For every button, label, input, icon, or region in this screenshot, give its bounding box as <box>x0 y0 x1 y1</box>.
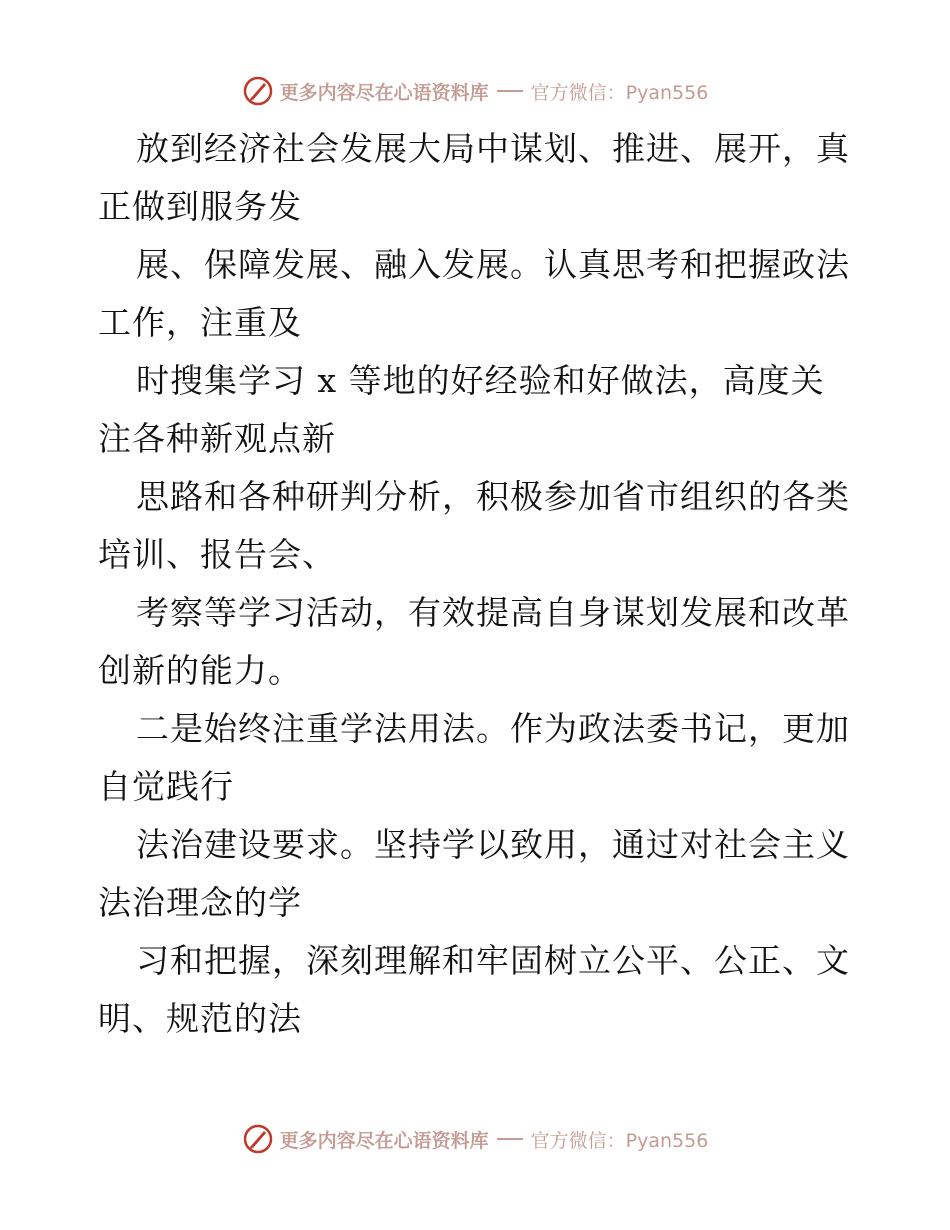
text-line: 自觉践行 <box>98 767 234 806</box>
footer-watermark <box>0 1122 950 1156</box>
header-watermark <box>0 74 950 108</box>
text-line: 法治理念的学 <box>98 883 302 922</box>
document-body <box>98 120 858 1048</box>
text-line: 创新的能力。 <box>98 651 302 690</box>
text-line: 正做到服务发 <box>98 187 302 226</box>
text-line: 工作，注重及 <box>98 303 302 342</box>
text-line: 考察等学习活动，有效提高自身谋划发展和改革 <box>136 593 850 632</box>
text-line: 习和把握，深刻理解和牢固树立公平、公正、文 <box>136 941 850 980</box>
watermark-wechat-text: 官方微信：Pyan556 <box>530 1129 709 1152</box>
watermark-main-text: 更多内容尽在心语资料库 <box>279 81 489 104</box>
text-line: 二是始终注重学法用法。作为政法委书记，更加 <box>136 709 850 748</box>
text-line: 明、规范的法 <box>98 999 302 1038</box>
text-line: 法治建设要求。坚持学以致用，通过对社会主义 <box>136 825 850 864</box>
text-line: 思路和各种研判分析，积极参加省市组织的各类 <box>136 477 850 516</box>
text-line: 展、保障发展、融入发展。认真思考和把握政法 <box>136 245 850 284</box>
watermark-dash <box>497 1138 523 1140</box>
text-line: 培训、报告会、 <box>98 535 336 574</box>
text-line: 时搜集学习 x 等地的好经验和好做法，高度关 <box>136 361 825 400</box>
watermark-wechat-text: 官方微信：Pyan556 <box>530 81 709 104</box>
watermark-dash <box>497 90 523 92</box>
quill-logo-icon <box>242 1123 274 1155</box>
text-line: 注各种新观点新 <box>98 419 336 458</box>
text-line: 放到经济社会发展大局中谋划、推进、展开，真 <box>136 129 850 168</box>
quill-logo-icon <box>242 75 274 107</box>
watermark-main-text: 更多内容尽在心语资料库 <box>279 1129 489 1152</box>
